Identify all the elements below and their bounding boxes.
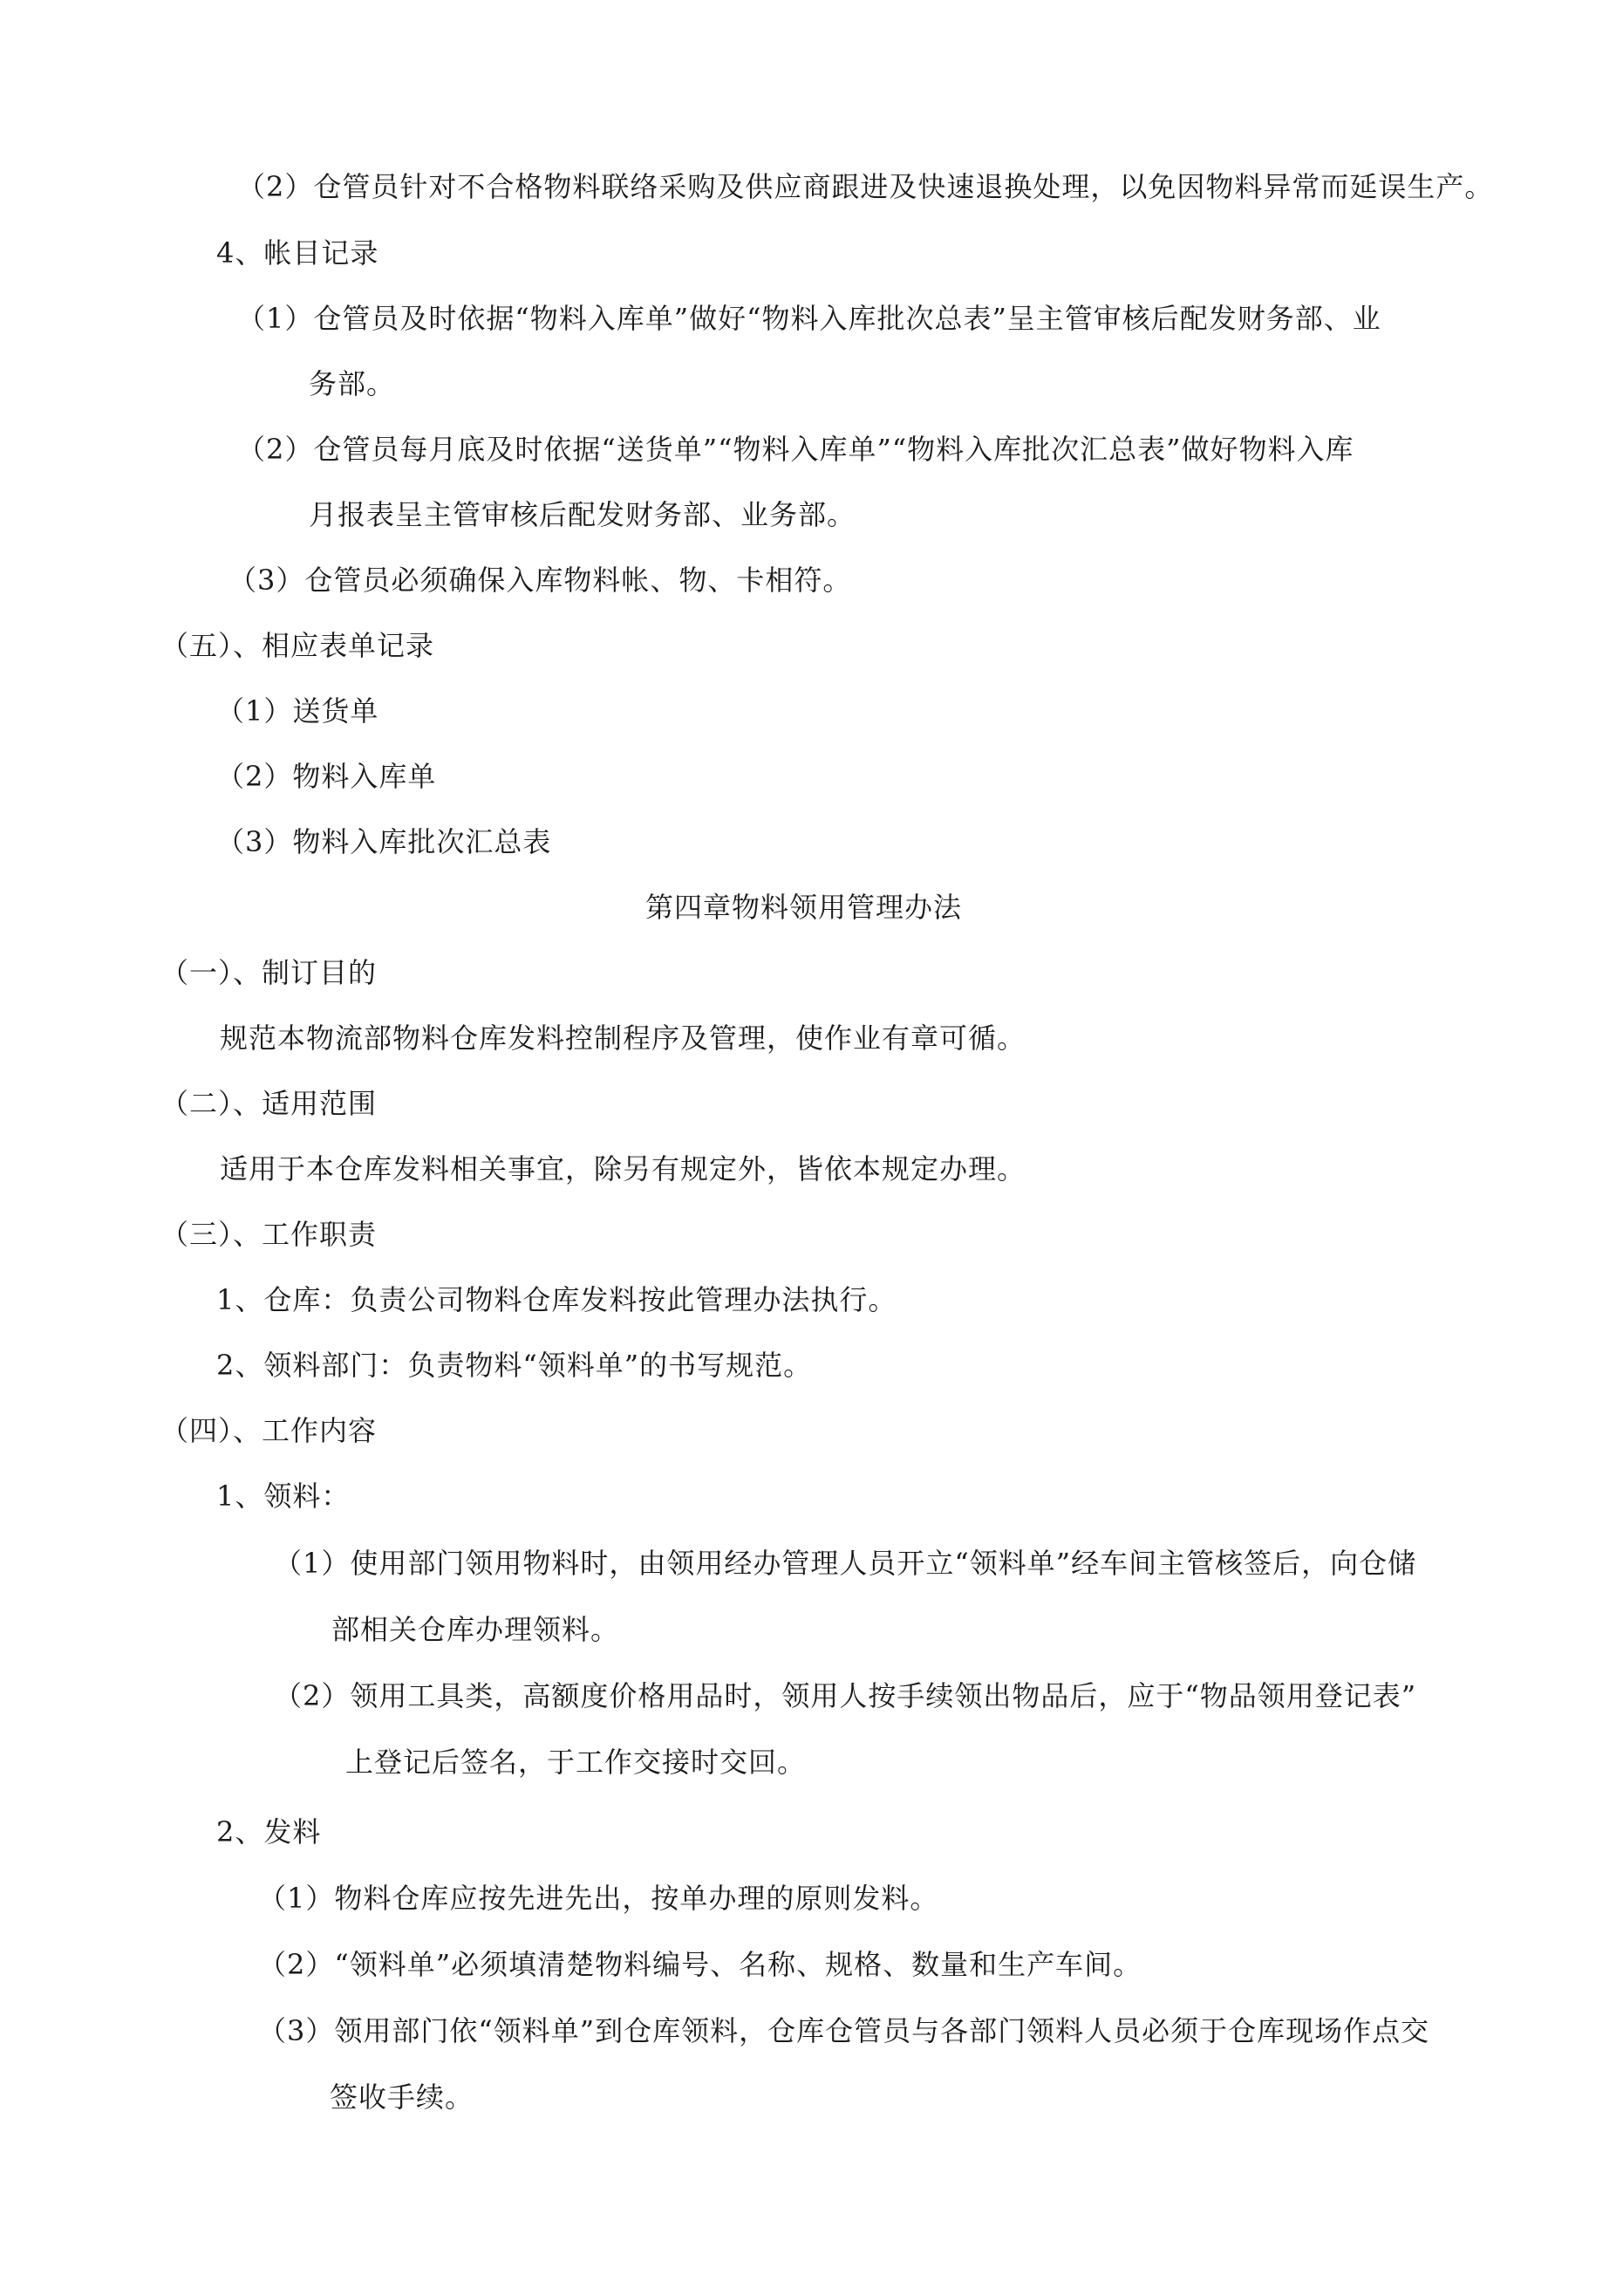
section-heading: 2、发料 (216, 1815, 322, 1848)
paragraph-line: （1）使用部门领用物料时，由领用经办管理人员开立“领料单”经车间主管核签后，向仓储 (274, 1547, 1417, 1580)
paragraph-line: （3）领用部门依“领料单”到仓库领料，仓库仓管员与各部门领料人员必须于仓库现场作点交 (258, 2014, 1430, 2047)
paragraph-line: 适用于本仓库发料相关事宜，除另有规定外，皆依本规定办理。 (220, 1152, 1026, 1186)
section-heading: 1、领料： (216, 1479, 351, 1513)
paragraph-line: 月报表呈主管审核后配发财务部、业务部。 (309, 498, 856, 531)
paragraph-line: （2）“领料单”必须填清楚物料编号、名称、规格、数量和生产车间。 (258, 1948, 1142, 1981)
paragraph-line: （2）仓管员针对不合格物料联络采购及供应商跟进及快速退换处理，以免因物料异常而延误生产。 (237, 170, 1494, 203)
list-item: （2）物料入库单 (216, 760, 437, 793)
paragraph-line: （2）领用工具类，高额度价格用品时，领用人按手续领出物品后，应于“物品领用登记表” (274, 1679, 1417, 1712)
paragraph-line: 1、仓库：负责公司物料仓库发料按此管理办法执行。 (216, 1283, 897, 1316)
chapter-title: 第四章物料领用管理办法 (645, 891, 963, 924)
paragraph-line: 上登记后签名，于工作交接时交回。 (345, 1746, 807, 1779)
section-heading: 4、帐目记录 (216, 236, 379, 270)
section-heading: （二）、适用范围 (160, 1087, 378, 1120)
paragraph-line: （3）仓管员必须确保入库物料帐、物、卡相符。 (228, 564, 852, 597)
paragraph-line: 务部。 (309, 367, 396, 400)
paragraph-line: 规范本物流部物料仓库发料控制程序及管理，使作业有章可循。 (220, 1022, 1026, 1055)
paragraph-line: （1）仓管员及时依据“物料入库单”做好“物料入库批次总表”呈主管审核后配发财务部、业 (237, 302, 1381, 335)
paragraph-line: 签收手续。 (330, 2081, 474, 2114)
list-item: （3）物料入库批次汇总表 (216, 825, 552, 858)
paragraph-line: （2）仓管员每月底及时依据“送货单”“物料入库单”“物料入库批次汇总表”做好物料入库 (237, 433, 1354, 466)
section-heading: （四）、工作内容 (160, 1414, 378, 1447)
list-item: （1）送货单 (216, 694, 379, 728)
section-heading: （三）、工作职责 (160, 1218, 378, 1251)
paragraph-line: 2、领料部门：负责物料“领料单”的书写规范。 (216, 1349, 813, 1382)
paragraph-line: 部相关仓库办理领料。 (331, 1613, 620, 1646)
section-heading: （一）、制订目的 (160, 956, 378, 989)
paragraph-line: （1）物料仓库应按先进先出，按单办理的原则发料。 (258, 1882, 939, 1915)
section-heading: （五）、相应表单记录 (160, 629, 435, 662)
